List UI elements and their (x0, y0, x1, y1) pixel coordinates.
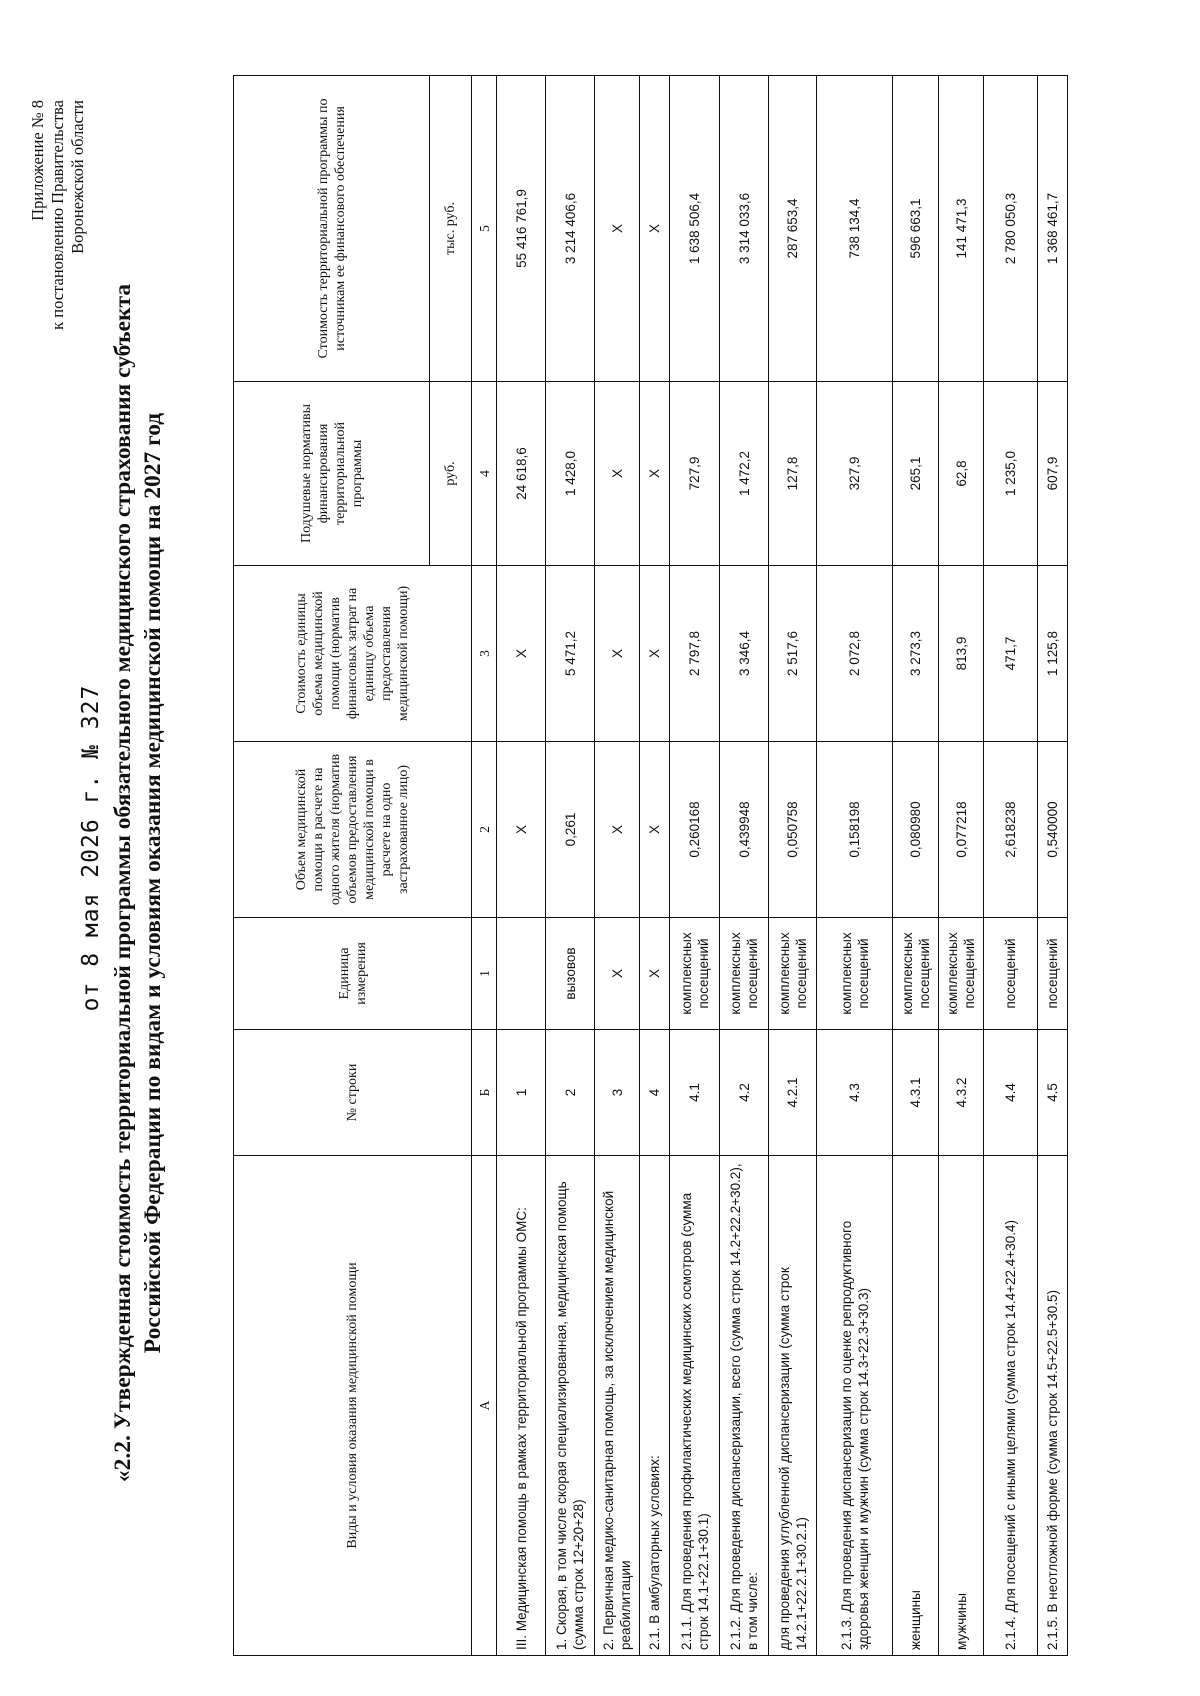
cell-care-type: мужчины (939, 1156, 984, 1656)
header-unit-cost: Стоимость единицы объема медицинской помощи (норматив финансовых затрат на единицу объема предоставления медицинской помощи) (234, 566, 472, 742)
column-number: 5 (472, 76, 497, 382)
header-care-type: Виды и условия оказания медицинской помощи (234, 1156, 472, 1656)
table-row (984, 76, 1038, 1656)
cell-line-number: 4.3.1 (893, 1030, 939, 1156)
appendix-region: Воронежской области (68, 100, 87, 254)
cell-unit: Х (640, 918, 670, 1030)
cell-total: 1 368 461,7 (1038, 76, 1068, 382)
header-per-capita: Подушевые нормативы финансирования территориальной программы (234, 382, 430, 566)
cell-per-capita: 24 618,6 (497, 382, 546, 566)
cell-line-number: 4.3.2 (939, 1030, 984, 1156)
title-line-2: Российской Федерации по видам и условиям оказания медицинской помощи на 2027 год (140, 412, 166, 1354)
appendix-number: Приложение № 8 (28, 100, 47, 221)
cell-per-capita: Х (595, 382, 640, 566)
cell-line-number: 3 (595, 1030, 640, 1156)
cell-volume: Х (640, 742, 670, 918)
cell-unit: комплексных посещений (939, 918, 984, 1030)
table-row (640, 76, 670, 1656)
cell-line-number: 4.3 (817, 1030, 893, 1156)
cell-line-number: 1 (497, 1030, 546, 1156)
cell-unit-cost: 5 471,2 (546, 566, 595, 742)
cell-per-capita: 327,9 (817, 382, 893, 566)
cell-total: 596 663,1 (893, 76, 939, 382)
order-date-number: от 8 мая 2026 г. № 327 (78, 684, 104, 1012)
table-row (817, 76, 893, 1656)
table-row (497, 76, 546, 1656)
table-row (720, 76, 769, 1656)
column-number: 1 (472, 918, 497, 1030)
appendix-decree: к постановлению Правительства (48, 100, 67, 330)
cell-care-type: 2.1.2. Для проведения диспансеризации, всего (сумма строк 14.2+22.2+30.2), в том числе: (720, 1156, 769, 1656)
cell-care-type: 2. Первичная медико-санитарная помощь, за исключением медицинской реабилитации (595, 1156, 640, 1656)
cell-total: 141 471,3 (939, 76, 984, 382)
cell-unit: посещений (1038, 918, 1068, 1030)
cell-volume: 0,080980 (893, 742, 939, 918)
cell-line-number: 4.1 (670, 1030, 720, 1156)
cell-unit-cost: Х (595, 566, 640, 742)
cell-unit-cost: Х (640, 566, 670, 742)
header-program-cost: Стоимость территориальной программы по источникам ее финансового обеспечения (234, 76, 430, 382)
cell-unit: комплексных посещений (893, 918, 939, 1030)
cell-unit: посещений (984, 918, 1038, 1030)
cell-care-type: 2.1.4. Для посещений с иными целями (сумма строк 14.4+22.4+30.4) (984, 1156, 1038, 1656)
table-row (939, 76, 984, 1656)
cell-unit: Х (595, 918, 640, 1030)
cell-line-number: 4.5 (1038, 1030, 1068, 1156)
cell-unit-cost: 2 072,8 (817, 566, 893, 742)
cell-unit-cost: 813,9 (939, 566, 984, 742)
table-row (546, 76, 595, 1656)
cell-per-capita: 727,9 (670, 382, 720, 566)
cell-volume: Х (497, 742, 546, 918)
cell-total: Х (595, 76, 640, 382)
cell-volume: 0,077218 (939, 742, 984, 918)
cell-unit-cost: Х (497, 566, 546, 742)
cell-care-type: III. Медицинская помощь в рамках территориальной программы ОМС: (497, 1156, 546, 1656)
column-number: 3 (472, 566, 497, 742)
table-row (893, 76, 939, 1656)
cell-line-number: 4.2.1 (769, 1030, 817, 1156)
cell-volume: 0,540000 (1038, 742, 1068, 918)
cell-line-number: 4.4 (984, 1030, 1038, 1156)
title-line-1: «2.2. Утвержденная стоимость территориальной программы обязательного медицинского страхования субъекта (110, 283, 136, 1483)
cell-unit: комплексных посещений (769, 918, 817, 1030)
cell-line-number: 4.2 (720, 1030, 769, 1156)
cell-per-capita: Х (640, 382, 670, 566)
cell-total: 3 314 033,6 (720, 76, 769, 382)
cell-unit: комплексных посещений (720, 918, 769, 1030)
cell-care-type: для проведения углубленной диспансеризации (сумма строк 14.2.1+22.2.1+30.2.1) (769, 1156, 817, 1656)
cell-unit: комплексных посещений (670, 918, 720, 1030)
cell-per-capita: 265,1 (893, 382, 939, 566)
cell-volume: 0,260168 (670, 742, 720, 918)
header-volume: Объем медицинской помощи в расчете на одного жителя (норматив объемов предоставления медицинской помощи в расчете на одно застрахованное лицо) (234, 742, 472, 918)
cell-unit-cost: 2 517,6 (769, 566, 817, 742)
cell-line-number: 4 (640, 1030, 670, 1156)
cell-volume: 0,158198 (817, 742, 893, 918)
cell-care-type: 2.1.3. Для проведения диспансеризации по оценке репродуктивного здоровья женщин и мужчин (сумма строк 14.3+22.3+30.3) (817, 1156, 893, 1656)
cell-unit (497, 918, 546, 1030)
cell-volume: 2,618238 (984, 742, 1038, 918)
cell-total: 2 780 050,3 (984, 76, 1038, 382)
cell-per-capita: 127,8 (769, 382, 817, 566)
cell-per-capita: 1 428,0 (546, 382, 595, 566)
table-row (595, 76, 640, 1656)
header-unit-rub: руб. (430, 382, 472, 566)
cell-unit-cost: 2 797,8 (670, 566, 720, 742)
cell-total: 738 134,4 (817, 76, 893, 382)
cell-line-number: 2 (546, 1030, 595, 1156)
table-row (670, 76, 720, 1656)
cell-unit-cost: 3 273,3 (893, 566, 939, 742)
cell-per-capita: 1 472,2 (720, 382, 769, 566)
cell-care-type: 2.1.1. Для проведения профилактических медицинских осмотров (сумма строк 14.1+22.1+30.1) (670, 1156, 720, 1656)
cell-unit: комплексных посещений (817, 918, 893, 1030)
cell-unit-cost: 1 125,8 (1038, 566, 1068, 742)
cell-unit-cost: 471,7 (984, 566, 1038, 742)
table-row (769, 76, 817, 1656)
column-number: Б (472, 1030, 497, 1156)
cell-total: 55 416 761,9 (497, 76, 546, 382)
table-row (1038, 76, 1068, 1656)
cell-per-capita: 62,8 (939, 382, 984, 566)
header-unit-thousand-rub: тыс. руб. (430, 76, 472, 382)
cell-per-capita: 607,9 (1038, 382, 1068, 566)
cell-volume: 0,050758 (769, 742, 817, 918)
cell-care-type: 2.1. В амбулаторных условиях: (640, 1156, 670, 1656)
column-number: 4 (472, 382, 497, 566)
document-title (108, 150, 168, 1616)
cell-total: 3 214 406,6 (546, 76, 595, 382)
header-line-number: № строки (234, 1030, 472, 1156)
cell-volume: Х (595, 742, 640, 918)
header-unit: Единица измерения (234, 918, 472, 1030)
cell-volume: 0,261 (546, 742, 595, 918)
cell-unit-cost: 3 346,4 (720, 566, 769, 742)
cell-volume: 0,439948 (720, 742, 769, 918)
cell-total: 1 638 506,4 (670, 76, 720, 382)
cell-per-capita: 1 235,0 (984, 382, 1038, 566)
cost-table (233, 75, 1068, 1656)
cell-care-type: 1. Скорая, в том числе скорая специализированная, медицинская помощь (сумма строк 12+20+28) (546, 1156, 595, 1656)
cell-care-type: 2.1.5. В неотложной форме (сумма строк 14.5+22.5+30.5) (1038, 1156, 1068, 1656)
cell-unit: вызовов (546, 918, 595, 1030)
cell-total: Х (640, 76, 670, 382)
column-number: А (472, 1156, 497, 1656)
cell-total: 287 653,4 (769, 76, 817, 382)
column-number: 2 (472, 742, 497, 918)
cell-care-type: женщины (893, 1156, 939, 1656)
